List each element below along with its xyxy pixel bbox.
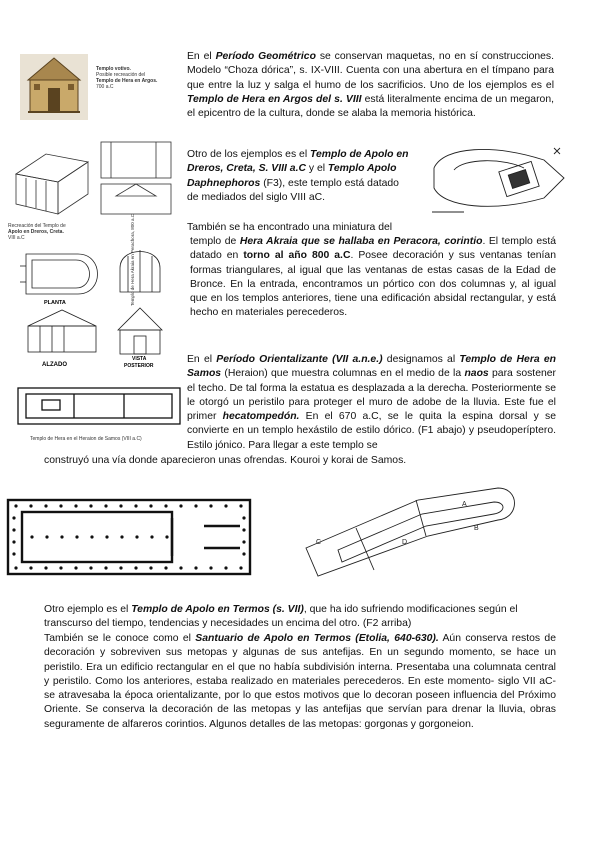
column-dot [150, 535, 153, 538]
column-dot [60, 535, 63, 538]
paragraph-orientalizing-end: construyó una vía donde aparecieron unas ofrendas. Kouroi y korai de Samos. [44, 455, 407, 466]
column-dot [12, 516, 15, 519]
column-dot [12, 528, 15, 531]
paragraph-termos-sanctuary [44, 632, 556, 732]
column-dot [14, 504, 17, 507]
text-run: (Heraion) que muestra columnas en el medio de la [221, 368, 465, 380]
column-dot [30, 535, 33, 538]
text-run: para sostener el techo. De tal forma la estatua es desplazada a la derecha. Posteriormente se le otorgó un peristilo para proteger el muro de adobe de la lluvia. Este fue el primer [187, 368, 556, 423]
caption-line: 700 a.C [96, 84, 114, 90]
text-emphasis: Templo Apolo Daphnephoros [187, 163, 397, 189]
column-dot [149, 504, 152, 507]
text-emphasis: Templo de Hera en Samos [187, 354, 557, 380]
column-dot [44, 566, 47, 569]
text-run: También se le conoce como el [44, 633, 196, 644]
plan-letter: D [402, 539, 408, 546]
caption-line: Apolo en Dreros, Creta. [8, 229, 64, 235]
text-run: y el [305, 163, 328, 175]
text-emphasis: Período Orientalizante (VII a.n.e.) [216, 354, 383, 365]
plan-letter: A [462, 501, 467, 508]
text-emphasis: Templo de Hera en Argos del s. VIII [187, 93, 362, 105]
caption-line: Templo de Hera en Argos. [96, 78, 158, 84]
plan-letter: B [474, 525, 479, 532]
figure-votive-caption [96, 66, 176, 90]
column-dot [74, 504, 77, 507]
column-dot [242, 516, 245, 519]
text-run: se conservan maquetas, no en sí construcciones. Modelo “Choza dórica”, s. IX-VIII. Cuenta con una abertura en el tímpano para que entre la luz y salga el humo de los sacrificios. Uno de los ejemplos es el [187, 51, 555, 91]
paragraph-hera-akraia-intro: También se ha encontrado una miniatura del [187, 222, 393, 233]
figure-samos-plan [14, 384, 184, 436]
text-emphasis: torno al año 800 a.C [243, 250, 351, 262]
column-dot [119, 566, 122, 569]
text-run: Otro ejemplo es el [44, 604, 132, 615]
column-dot [104, 504, 107, 507]
column-dot [239, 504, 242, 507]
figure-hera-akraia-model [18, 242, 178, 370]
text-run: designamos al [382, 354, 460, 365]
column-dot [104, 566, 107, 569]
paragraph-dreros [187, 148, 411, 205]
column-dot [45, 535, 48, 538]
column-dot [75, 535, 78, 538]
text-run: (F3), este templo está datado de mediados del siglo VIII aC. [187, 177, 399, 203]
text-emphasis: Período Geométrico [215, 51, 316, 62]
column-dot [242, 540, 245, 543]
text-run: . El templo está datado en [190, 236, 556, 262]
column-dot [59, 504, 62, 507]
column-dot [194, 504, 197, 507]
column-dot [194, 566, 197, 569]
text-emphasis: naos [464, 368, 489, 380]
column-dot [74, 566, 77, 569]
column-dot [134, 566, 137, 569]
text-emphasis: Hera Akraia que se hallaba en Peracora, corintio [239, 236, 483, 247]
text-emphasis: Templo de Apolo en Termos (s. VII) [131, 604, 304, 615]
figure-dreros-recreation [6, 134, 181, 224]
figure-daphnephoros-plan [424, 138, 574, 220]
column-dot [89, 566, 92, 569]
column-dot [44, 504, 47, 507]
figure-termos-plan [298, 478, 528, 586]
column-dot [105, 535, 108, 538]
figure-dreros-caption [8, 223, 88, 241]
text-run: En el 670 a.C, se le quita la espina dorsal y se convierte en un templo hexástilo de estilo dórico. (F1 abajo) y pseudoperíptero. Estilo jónico. Para llegar a este templo se [187, 411, 556, 451]
plan-letter: C [316, 539, 322, 546]
column-dot [224, 566, 227, 569]
label-planta: PLANTA [44, 300, 66, 306]
figure-samos-caption: Templo de Hera en el Heraion de Samos (VIII a.C) [30, 436, 142, 442]
caption-line: Recreación del Templo de [8, 223, 66, 229]
paragraph-termos [44, 603, 556, 632]
column-dot [239, 566, 242, 569]
text-run: Aún conserva restos de decoración y sobreviven sus metopas y algunas de sus antefijas. En un segundo momento, se hace un peristilo. Era un edificio rectangular en el que no había subdivisión interna. Presentaba una columnata central y peristilo. Como los anteriores, estaba realizado en materiales perecederos. En este momento- siglo VII aC- se atravesaba la época orientalizante, por lo que estos motivos que lo decoran poseen influencia del Próximo Oriente. Se conserva la decoración de las metopas y las antefijas que servían para drenar la lluvia, obras seguramente de alfareros corintios. Algunos detalles de las metopas: gorgonas y gorgoneion. [44, 633, 556, 730]
column-dot [179, 566, 182, 569]
column-dot [164, 504, 167, 507]
column-dot [179, 504, 182, 507]
column-dot [209, 504, 212, 507]
text-emphasis: hecatompedón. [222, 411, 300, 423]
label-alzado: ALZADO [42, 362, 67, 368]
column-dot [149, 566, 152, 569]
column-dot [12, 552, 15, 555]
caption-line: Templo votivo. [96, 66, 131, 72]
text-run: está literalmente encima de un megaron, el epicentro de la cultura, donde se alaba la memoria histórica. [187, 93, 554, 120]
column-dot [120, 535, 123, 538]
text-run: , que ha ido sufriendo modificaciones según el transcurso del tiempo, tendencias y necesidades un encima del otro. (F2 arriba) [44, 604, 518, 630]
column-dot [14, 566, 17, 569]
paragraph-geometric [187, 50, 554, 121]
column-dot [224, 504, 227, 507]
paragraph-hera-akraia [190, 235, 556, 321]
column-dot [134, 504, 137, 507]
text-run: En el [187, 51, 216, 62]
column-dot [242, 552, 245, 555]
text-run: Otro de los ejemplos es el [187, 149, 311, 160]
label-vista: VISTA [132, 356, 147, 362]
caption-line: Posible recreación del [96, 72, 146, 78]
column-dot [29, 566, 32, 569]
column-dot [29, 504, 32, 507]
text-emphasis: Templo de Apolo en Dreros, Creta, S. VIII a.C [187, 149, 409, 175]
column-dot [165, 535, 168, 538]
text-run: . Posee decoración y sus ventanas tenían formas triangulares, al igual que las ventanas de estas casas de la Edad de Bronce. En la entrada, encontramos un pórtico con dos columnas y, al igual que en los templos anteriores, tiene una edificación absidal rectangular, y está hecho en materiales perecederos. [190, 250, 556, 319]
figure-samos-column-plan [4, 496, 254, 578]
column-dot [135, 535, 138, 538]
column-dot [89, 504, 92, 507]
column-dot [209, 566, 212, 569]
column-dot [90, 535, 93, 538]
column-dot [242, 528, 245, 531]
text-emphasis: Santuario de Apolo en Termos (Etolia, 640-630). [195, 633, 439, 644]
column-dot [59, 566, 62, 569]
label-posterior: POSTERIOR [124, 363, 154, 369]
column-dot [164, 566, 167, 569]
paragraph-orientalizing [187, 353, 556, 453]
text-run: templo de [190, 236, 240, 247]
figure-hera-akraia-side-caption: Templo de Hera Akraia en Perachora, 800 a.C [130, 213, 135, 306]
column-dot [119, 504, 122, 507]
column-dot [12, 540, 15, 543]
caption-line: VIII a.C [8, 235, 25, 241]
text-run: En el [187, 354, 217, 365]
